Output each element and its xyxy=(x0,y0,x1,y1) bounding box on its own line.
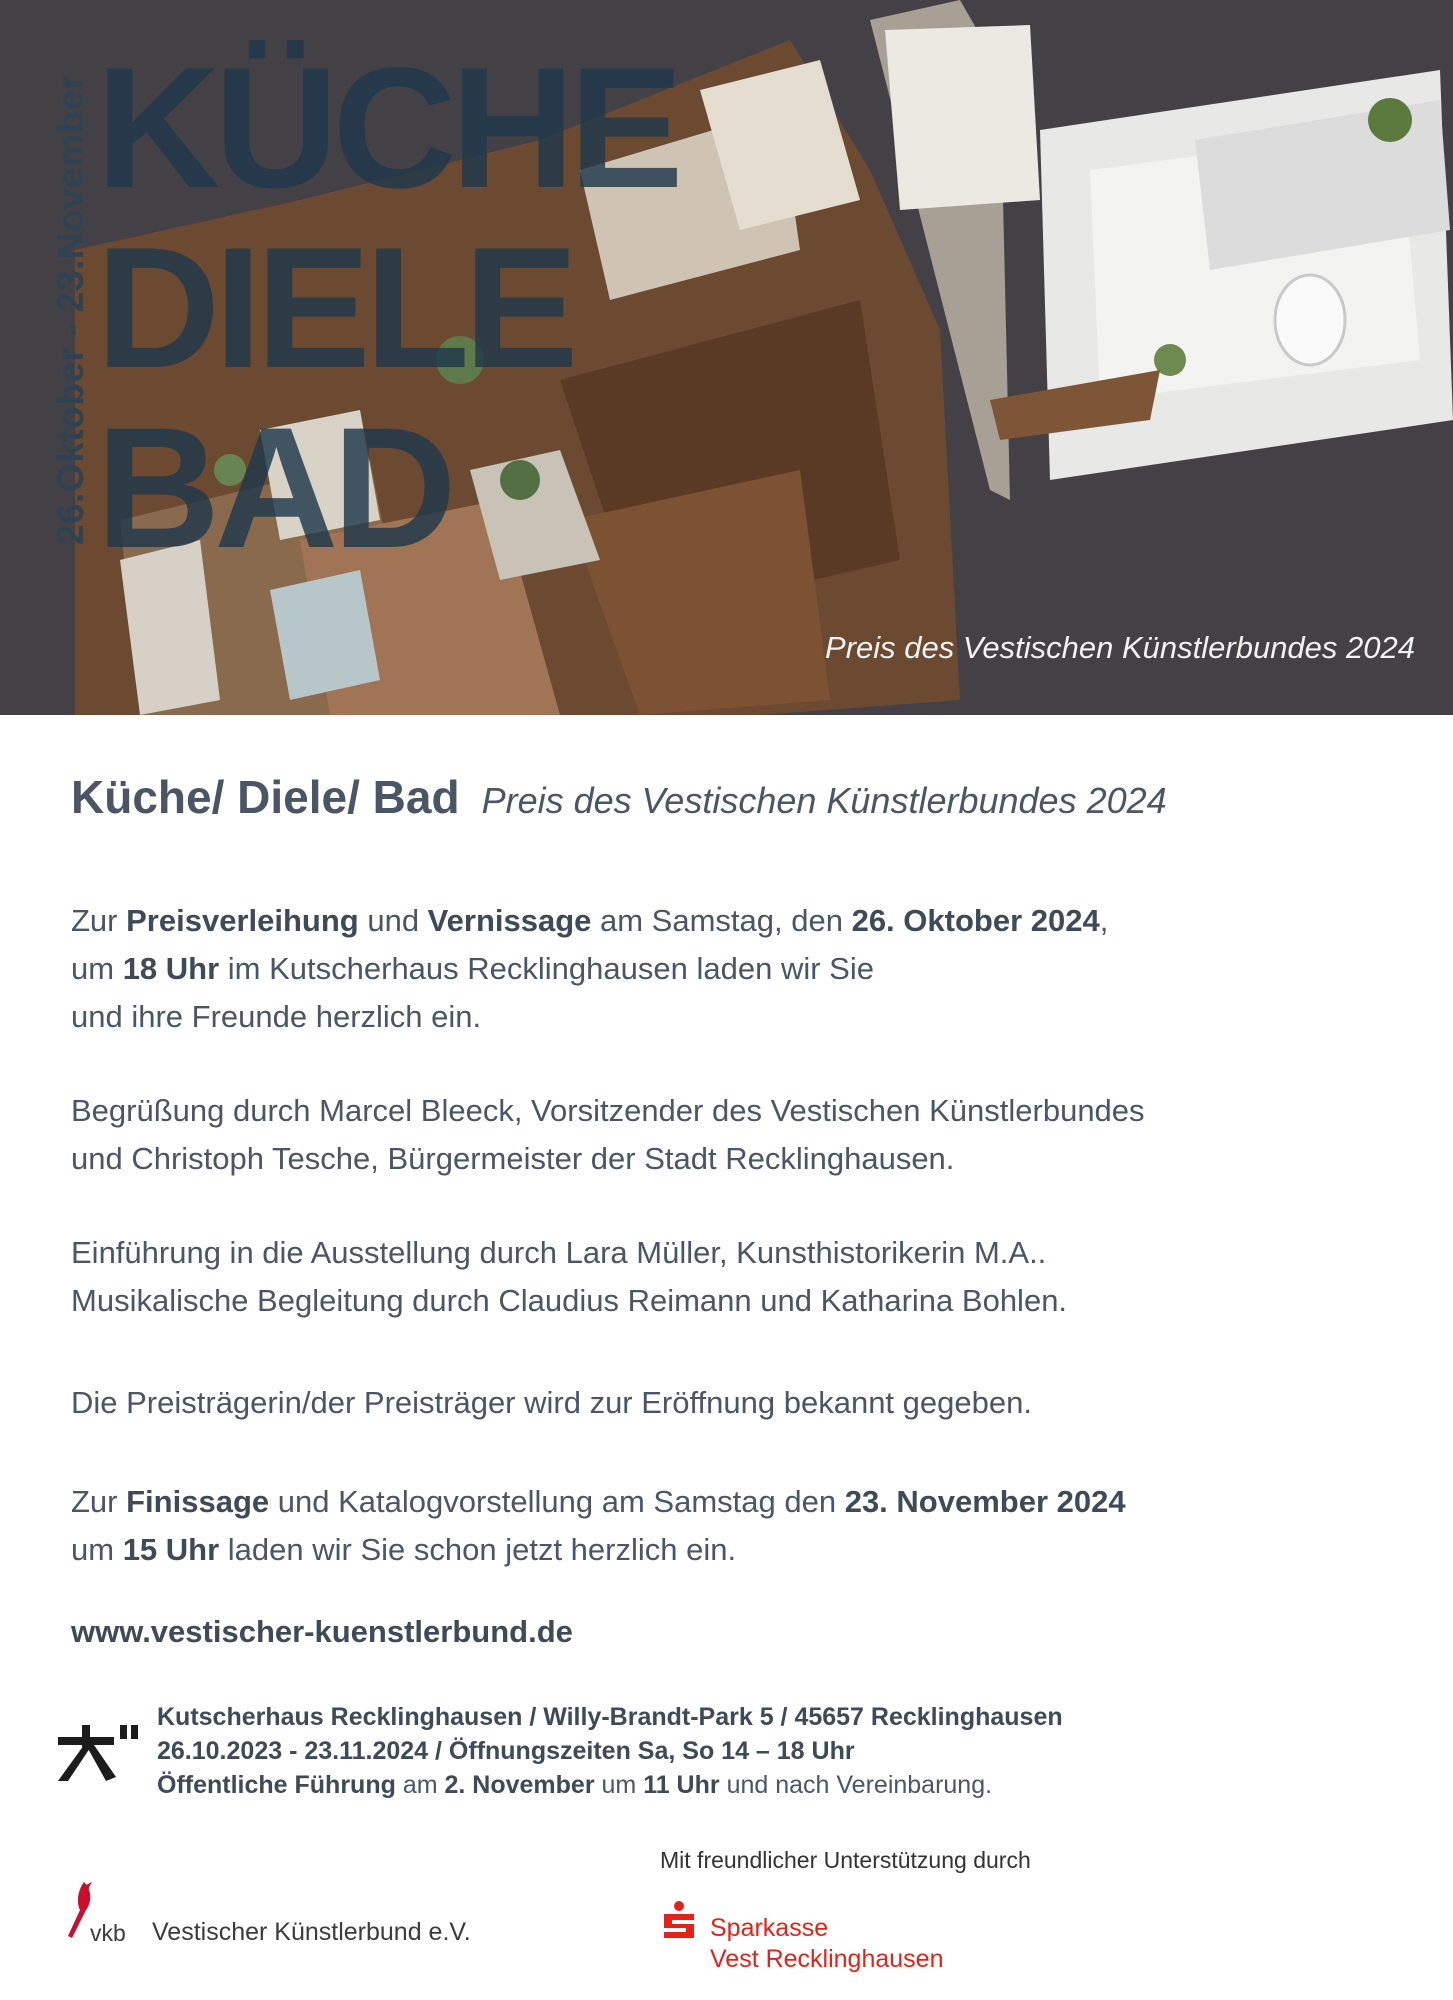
invitation-line-1 xyxy=(71,897,1108,945)
finissage-line-1 xyxy=(71,1478,1126,1526)
text-span: am xyxy=(395,1771,445,1799)
banner-title-line-3: BAD xyxy=(96,392,451,584)
greeting-line-2: und Christoph Tesche, Bürgermeister der Stadt Recklinghausen. xyxy=(71,1141,955,1176)
invitation-paragraph xyxy=(71,897,1108,1041)
finissage-paragraph xyxy=(71,1478,1126,1574)
text-span: am Samstag, den xyxy=(591,903,852,938)
heading-title: Küche/ Diele/ Bad xyxy=(71,771,460,823)
bold-vernissage: Vernissage xyxy=(427,903,592,938)
venue-hours-text: 26.10.2023 - 23.11.2024 / Öffnungszeiten Sa, So 14 – 18 Uhr xyxy=(157,1737,855,1765)
text-span: und xyxy=(358,903,428,938)
text-span: um xyxy=(71,951,123,986)
tour-date: 2. November xyxy=(444,1771,595,1799)
exhibition-heading xyxy=(71,770,1167,824)
banner-title-line-2: DIELE xyxy=(96,212,573,404)
text-span: Zur xyxy=(71,903,127,938)
bold-preisverleihung: Preisverleihung xyxy=(126,903,359,938)
text-span: und nach Vereinbarung. xyxy=(719,1771,993,1799)
text-span: um xyxy=(71,1532,123,1567)
header-banner xyxy=(0,0,1453,715)
website-link[interactable]: www.vestischer-kuenstlerbund.de xyxy=(71,1614,573,1649)
bold-date-closing: 23. November 2024 xyxy=(844,1484,1126,1519)
text-span: um xyxy=(594,1771,644,1799)
sparkasse-logo-icon xyxy=(662,1900,696,1942)
vkb-abbreviation: vkb xyxy=(90,1920,126,1946)
kutscherhaus-logo-icon xyxy=(58,1725,140,1783)
vertical-date-range: 26.Oktober - 23.November xyxy=(50,74,91,545)
text-span: , xyxy=(1099,903,1109,938)
bold-time-closing: 15 Uhr xyxy=(122,1532,220,1567)
venue-info xyxy=(157,1700,1063,1802)
text-span: laden wir Sie schon jetzt herzlich ein. xyxy=(219,1532,737,1567)
venue-address xyxy=(157,1700,1063,1734)
venue-hours xyxy=(157,1734,1063,1768)
banner-title-line-1: KÜCHE xyxy=(96,32,678,224)
text-span: Zur xyxy=(71,1484,127,1519)
vkb-organisation-name: Vestischer Künstlerbund e.V. xyxy=(152,1918,471,1946)
invitation-line-2 xyxy=(71,945,1108,993)
sparkasse-name xyxy=(710,1913,943,1975)
venue-tour xyxy=(157,1768,1063,1802)
intro-line-1: Einführung in die Ausstellung durch Lara Müller, Kunsthistorikerin M.A.. xyxy=(71,1235,1047,1270)
support-note: Mit freundlicher Unterstützung durch xyxy=(660,1847,1031,1873)
sparkasse-line-2: Vest Recklinghausen xyxy=(710,1945,944,1973)
heading-subtitle: Preis des Vestischen Künstlerbundes 2024 xyxy=(481,780,1167,821)
bold-time-opening: 18 Uhr xyxy=(122,951,220,986)
finissage-line-2 xyxy=(71,1526,1126,1574)
invitation-line-3: und ihre Freunde herzlich ein. xyxy=(71,999,482,1034)
tour-time: 11 Uhr xyxy=(643,1771,720,1799)
greeting-paragraph xyxy=(71,1087,1145,1183)
winner-paragraph: Die Preisträgerin/der Preisträger wird zur Eröffnung bekannt gegeben. xyxy=(71,1385,1032,1420)
intro-line-2: Musikalische Begleitung durch Claudius Reimann und Katharina Bohlen. xyxy=(71,1283,1068,1318)
bold-date-opening: 26. Oktober 2024 xyxy=(851,903,1100,938)
text-span: im Kutscherhaus Recklinghausen laden wir Sie xyxy=(219,951,874,986)
text-span: und Katalogvorstellung am Samstag den xyxy=(269,1484,845,1519)
sparkasse-line-1: Sparkasse xyxy=(710,1914,829,1942)
intro-paragraph xyxy=(71,1229,1067,1325)
banner-prize-caption: Preis des Vestischen Künstlerbundes 2024 xyxy=(825,630,1415,665)
venue-address-text: Kutscherhaus Recklinghausen / Willy-Brandt-Park 5 / 45657 Recklinghausen xyxy=(157,1703,1063,1731)
bold-finissage: Finissage xyxy=(126,1484,270,1519)
tour-label: Öffentliche Führung xyxy=(157,1771,396,1799)
banner-title xyxy=(96,32,678,584)
greeting-line-1: Begrüßung durch Marcel Bleeck, Vorsitzender des Vestischen Künstlerbundes xyxy=(71,1093,1145,1128)
